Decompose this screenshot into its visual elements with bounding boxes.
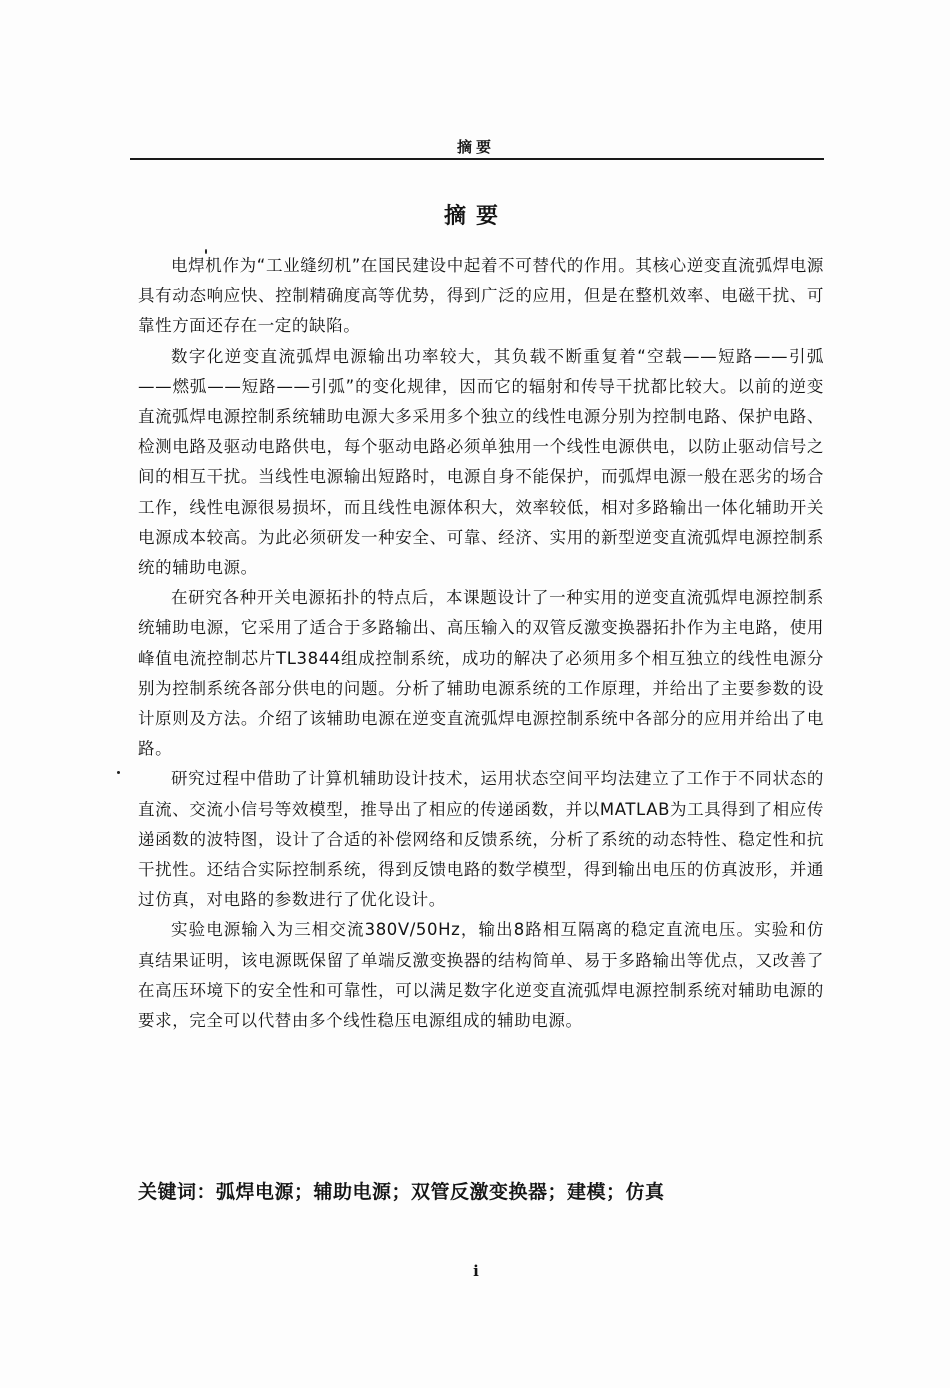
running-header-title: 摘要 <box>456 138 495 156</box>
page-title: 摘要 <box>443 204 508 229</box>
paragraph-2: 数字化逆变直流弧焊电源输出功率较大，其负载不断重复着“空载——短路——引弧——燃弧——短路——引弧”的变化规律，因而它的辐射和传导干扰都比较大。以前的逆变直流弧焊电源控制系统辅助电源大多采用多个独立的线性电源分别为控制电路、保护电路、检测电路及驱动电路供电，每个驱动电路必须单独用一个线性电源供电，以防止驱动信号之间的相互干扰。当线性电源输出短路时，电源自身不能保护，而弧焊电源一般在恶劣的场合工作，线性电源很易损坏，而且线性电源体积大，效率较低，相对多路输出一体化辅助开关电源成本较高。为此必须研发一种安全、可靠、经济、实用的新型逆变直流弧焊电源控制系统的辅助电源。 <box>138 346 824 578</box>
keywords-line: 关键词：弧焊电源；辅助电源；双管反激变换器；建模；仿真 <box>138 1181 665 1203</box>
page-number: i <box>473 1262 479 1280</box>
paragraph-4: 研究过程中借助了计算机辅助设计技术，运用状态空间平均法建立了工作于不同状态的直流、交流小信号等效模型，推导出了相应的传递函数，并以MATLAB为工具得到了相应传递函数的波特图，设计了合适的补偿网络和反馈系统，分析了系统的动态特性、稳定性和抗干扰性。还结合实际控制系统，得到反馈电路的数学模型，得到输出电压的仿真波形，并通过仿真，对电路的参数进行了优化设计。 <box>138 769 824 910</box>
scan-speck <box>205 249 207 254</box>
abstract-body <box>138 251 824 1036</box>
paragraph-1: 电焊机作为“工业缝纫机”在国民建设中起着不可替代的作用。其核心逆变直流弧焊电源具有动态响应快、控制精确度高等优势，得到广泛的应用，但是在整机效率、电磁干扰、可靠性方面还存在一定的缺陷。 <box>138 256 824 336</box>
paragraph-3: 在研究各种开关电源拓扑的特点后，本课题设计了一种实用的逆变直流弧焊电源控制系统辅助电源，它采用了适合于多路输出、高压输入的双管反激变换器拓扑作为主电路，使用峰值电流控制芯片TL3844组成控制系统，成功的解决了必须用多个相互独立的线性电源分别为控制系统各部分供电的问题。分析了辅助电源系统的工作原理，并给出了主要参数的设计原则及方法。介绍了该辅助电源在逆变直流弧焊电源控制系统中各部分的应用并给出了电路。 <box>138 588 824 759</box>
paragraph-5: 实验电源输入为三相交流380V/50Hz，输出8路相互隔离的稳定直流电压。实验和仿真结果证明，该电源既保留了单端反激变换器的结构简单、易于多路输出等优点，又改善了在高压环境下的安全性和可靠性，可以满足数字化逆变直流弧焊电源控制系统对辅助电源的要求，完全可以代替由多个线性稳压电源组成的辅助电源。 <box>138 920 824 1031</box>
header-rule <box>130 158 824 160</box>
scan-speck <box>117 771 120 774</box>
